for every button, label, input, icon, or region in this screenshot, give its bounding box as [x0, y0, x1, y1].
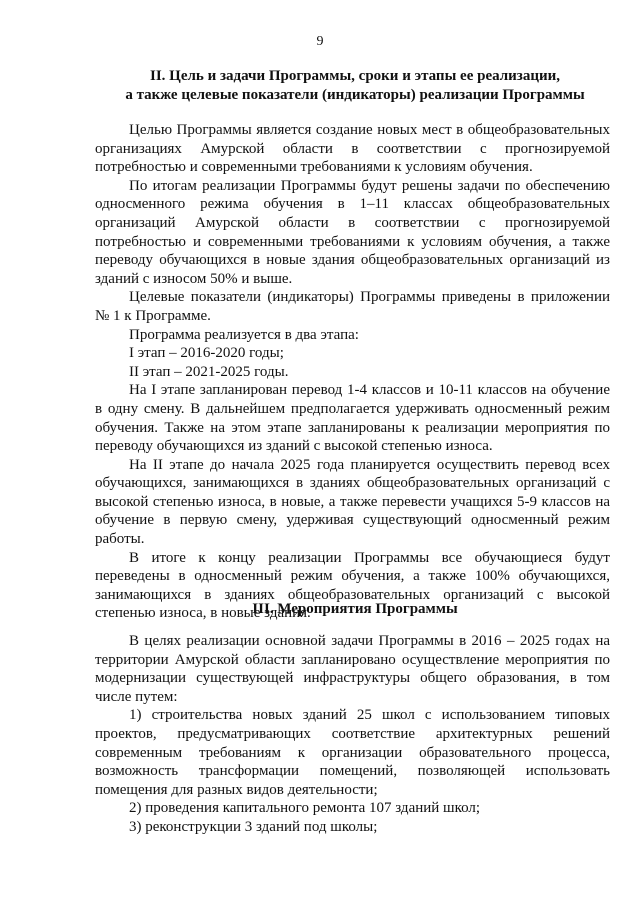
section-2-title-line-2: а также целевые показатели (индикаторы) реализации Программы [125, 87, 585, 103]
stage-2-line: II этап – 2021-2025 годы. [129, 363, 289, 380]
section-2-title [95, 67, 615, 105]
paragraph: На II этапе до начала 2025 года планируется осуществить перевод всех обучающихся, занимающихся в зданиях общеобразовательных организаций с высокой степенью износа, в новые, а также перевести учащихся 5-9 классов на обучение в первую смену, удерживая существующий односменный режим работы. [95, 456, 610, 548]
list-item: 3) реконструкции 3 зданий под школы; [129, 818, 378, 835]
paragraph: В итоге к концу реализации Программы все обучающиеся будут переведены в односменный режим обучения, а также 100% обучающихся, занимающихся в зданиях общеобразовательных организаций с высокой степенью износа, в новые здания. [95, 549, 610, 622]
paragraph: Целевые показатели (индикаторы) Программы приведены в приложении № 1 к Программе. [95, 289, 610, 324]
page-number: 9 [316, 34, 324, 49]
stage-1-line: I этап – 2016-2020 годы; [129, 345, 284, 362]
section-2-title-line-1: II. Цель и задачи Программы, сроки и этапы ее реализации, [150, 68, 560, 84]
list-item: 2) проведения капитального ремонта 107 зданий школ; [129, 800, 481, 817]
section-3-title: III. Мероприятия Программы [252, 601, 458, 617]
list-item: 1) строительства новых зданий 25 школ с использованием типовых проектов, предусматривающих соответствие архитектурных решений современным требованиям к организации образовательного процесса, возможность трансформации помещений, позволяющей использовать помещения для разных видов деятельности; [95, 707, 610, 798]
paragraph: Программа реализуется в два этапа: [129, 326, 359, 343]
paragraph: По итогам реализации Программы будут решены задачи по обеспечению односменного режима обучения в 1–11 классах общеобразовательных организаций Амурской области в соответствии с прогнозируемой потребностью и современными требованиями к условиям обучения, а также переводу обучающихся в новые здания общеобразовательных организаций из зданий с износом 50% и выше. [95, 177, 610, 287]
paragraph: На I этапе запланирован перевод 1-4 классов и 10-11 классов на обучение в одну смену. В дальнейшем предполагается удерживать односменный режим обучения. Также на этом этапе запланированы к реализации мероприятия по переводу обучающихся из зданий с высокой степенью износа. [95, 382, 610, 455]
section-3-body [95, 632, 610, 837]
section-2-body [95, 121, 610, 623]
paragraph: Целью Программы является создание новых мест в общеобразовательных организациях Амурской области в соответствии с прогнозируемой потребностью и современными требованиями к условиям обучения. [95, 122, 610, 176]
paragraph: В целях реализации основной задачи Программы в 2016 – 2025 годах на территории Амурской области запланировано осуществление мероприятия по модернизации существующей инфраструктуры общего образования, в том числе путем: [95, 633, 610, 705]
